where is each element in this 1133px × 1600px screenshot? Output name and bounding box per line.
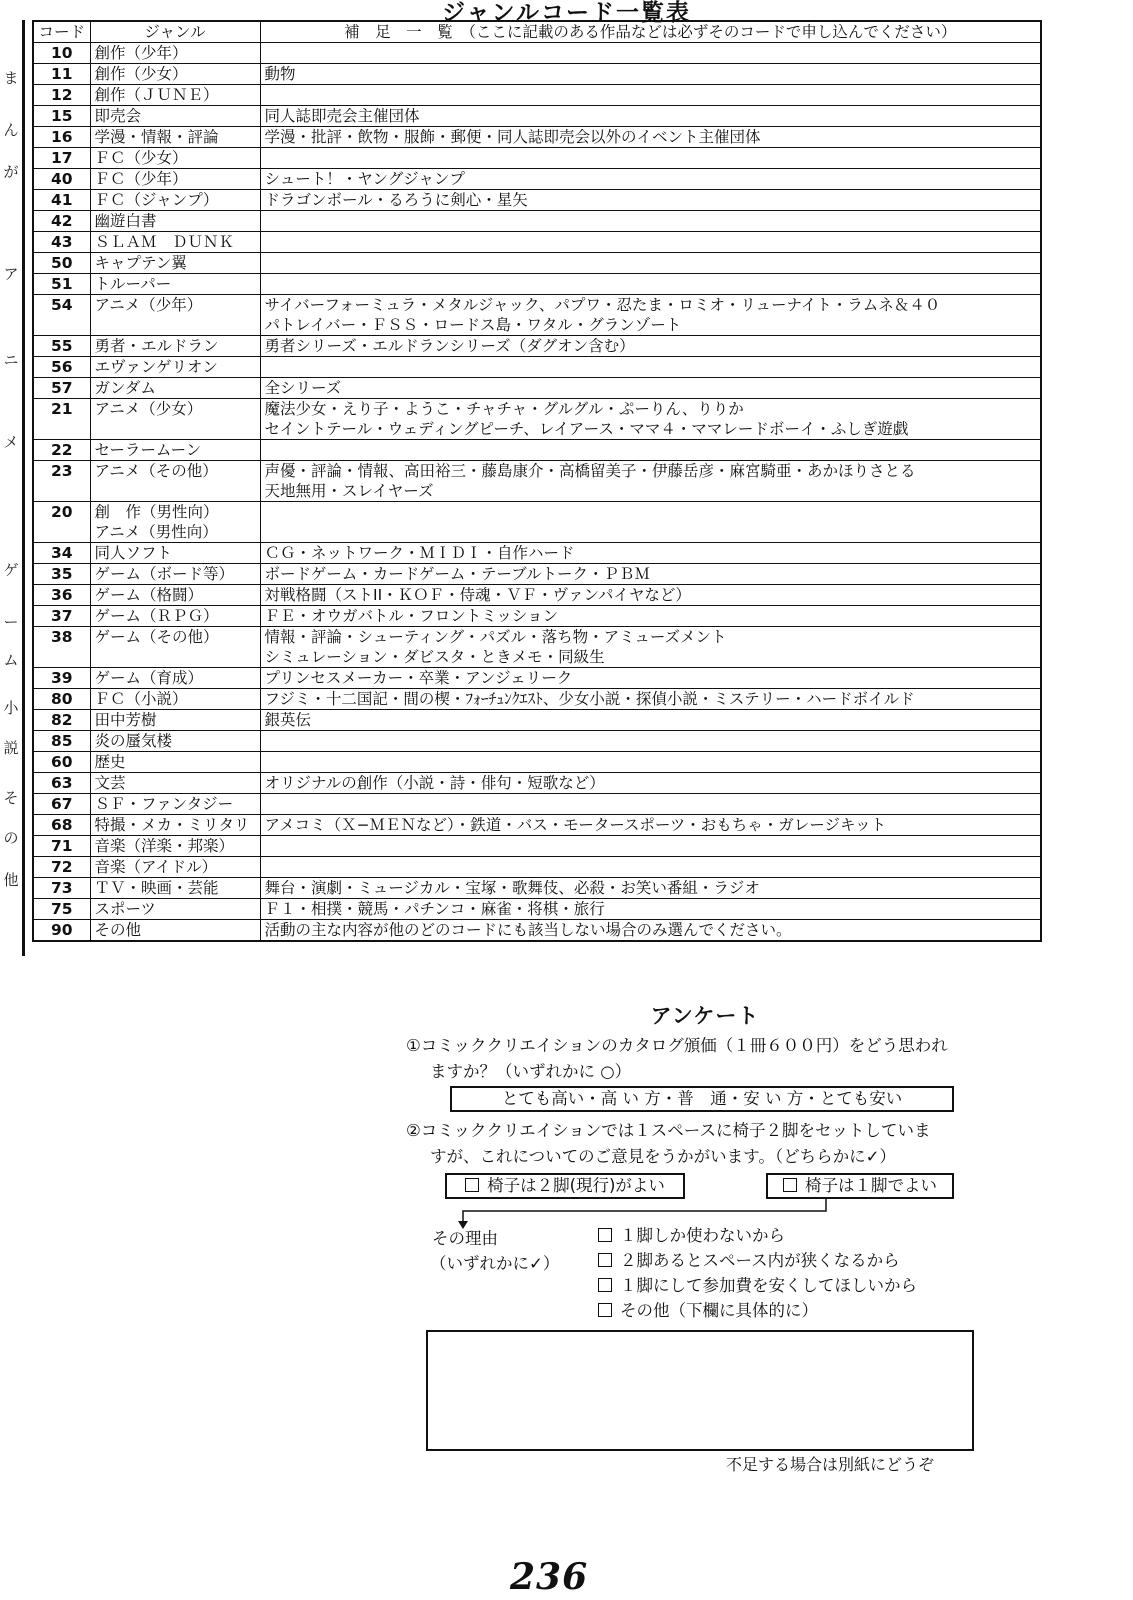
genre-name-line: ＦＣ（少年） <box>94 170 188 188</box>
table-row <box>33 440 1041 461</box>
genre-name <box>90 461 260 502</box>
genre-notes-line: ＣＧ・ネットワーク・ＭＩＤＩ・自作ハード <box>264 544 575 562</box>
genre-code: 56 <box>33 357 90 378</box>
table-row <box>33 543 1041 564</box>
genre-name-line <box>95 647 256 667</box>
table-row <box>33 211 1041 232</box>
category-label: ゲ <box>3 562 19 578</box>
genre-notes <box>260 148 1041 169</box>
table-row <box>33 190 1041 211</box>
table-row <box>33 752 1041 773</box>
genre-notes-line <box>265 274 1037 294</box>
table-row <box>33 295 1041 336</box>
genre-name <box>90 815 260 836</box>
table-row <box>33 627 1041 668</box>
table-row <box>33 336 1041 357</box>
genre-notes <box>260 253 1041 274</box>
genre-notes <box>260 502 1041 543</box>
genre-notes <box>260 169 1041 190</box>
genre-notes-line: 魔法少女・えり子・ようこ・チャチャ・グルグル・ぷーりん、りりか <box>264 400 744 418</box>
genre-name-line: ＦＣ（少女） <box>94 149 188 167</box>
table-row <box>33 502 1041 543</box>
option-one-chair[interactable] <box>766 1173 954 1199</box>
table-row <box>33 274 1041 295</box>
genre-name-line: ゲーム（ボード等） <box>94 565 235 583</box>
genre-name <box>90 585 260 606</box>
q2-text-line2: すが、これについてのご意見をうかがいます。（どちらかに✓） <box>430 1147 896 1166</box>
genre-notes-line <box>265 857 1037 877</box>
category-label: 他 <box>3 872 19 888</box>
genre-notes-line <box>265 211 1037 231</box>
genre-name <box>90 148 260 169</box>
reason-label-1: その理由 <box>432 1229 498 1248</box>
table-row <box>33 64 1041 85</box>
genre-code-table <box>32 20 1042 942</box>
genre-name <box>90 543 260 564</box>
genre-code: 85 <box>33 731 90 752</box>
genre-notes <box>260 399 1041 440</box>
genre-notes-line: 銀英伝 <box>264 711 312 729</box>
genre-name <box>90 274 260 295</box>
genre-name-line: 音楽（洋楽・邦楽） <box>94 837 235 855</box>
category-label: ん <box>3 122 19 138</box>
option-two-chairs[interactable] <box>445 1173 685 1199</box>
genre-notes-line <box>265 836 1037 856</box>
genre-notes <box>260 731 1041 752</box>
category-label: 小 <box>3 700 19 716</box>
genre-notes <box>260 232 1041 253</box>
table-row <box>33 857 1041 878</box>
genre-name <box>90 169 260 190</box>
genre-name-line: 勇者・エルドラン <box>94 337 219 355</box>
genre-code: 15 <box>33 106 90 127</box>
category-label: ニ <box>3 352 19 368</box>
genre-notes-line: シュート！・ヤングジャンプ <box>264 170 465 188</box>
table-row <box>33 878 1041 899</box>
genre-notes-line: セイントテール・ウェディングピーチ、レイアース・ママ４・ママレードボーイ・ふしぎ遊戯 <box>264 420 909 438</box>
genre-code: 55 <box>33 336 90 357</box>
genre-name-line: ゲーム（ＲＰＧ） <box>94 607 219 625</box>
table-row <box>33 461 1041 502</box>
genre-notes <box>260 689 1041 710</box>
table-row <box>33 689 1041 710</box>
genre-name <box>90 127 260 148</box>
table-row <box>33 232 1041 253</box>
genre-code: 41 <box>33 190 90 211</box>
genre-name-line: セーラームーン <box>94 441 202 459</box>
free-comment-box[interactable] <box>426 1330 974 1451</box>
genre-code: 50 <box>33 253 90 274</box>
genre-name <box>90 689 260 710</box>
genre-name-line: 即売会 <box>94 107 142 125</box>
overflow-note: 不足する場合は別紙にどうぞ <box>726 1455 935 1474</box>
genre-name-line: 創作（少女） <box>94 65 188 83</box>
genre-name <box>90 43 260 64</box>
genre-notes-line <box>265 731 1037 751</box>
genre-notes-line <box>265 253 1037 273</box>
genre-notes <box>260 357 1041 378</box>
genre-name-line: 炎の蜃気楼 <box>94 732 173 750</box>
genre-name-line <box>95 315 256 335</box>
genre-notes <box>260 211 1041 232</box>
genre-notes-line: 同人誌即売会主催団体 <box>264 107 420 125</box>
category-label: ー <box>3 614 19 630</box>
category-strip <box>0 20 25 956</box>
genre-name <box>90 190 260 211</box>
category-label: の <box>3 830 19 846</box>
genre-notes-line: 勇者シリーズ・エルドランシリーズ（ダグオン含む） <box>264 337 635 355</box>
table-row <box>33 836 1041 857</box>
reason-item[interactable]: １脚しか使わないから <box>598 1224 785 1248</box>
genre-code: 40 <box>33 169 90 190</box>
genre-notes-line: 舞台・演劇・ミュージカル・宝塚・歌舞伎、必殺・お笑い番組・ラジオ <box>264 879 760 897</box>
table-row <box>33 668 1041 689</box>
genre-name <box>90 731 260 752</box>
genre-name <box>90 85 260 106</box>
table-row <box>33 606 1041 627</box>
genre-notes <box>260 585 1041 606</box>
header-genre: ジャンル <box>90 21 260 43</box>
genre-name-line <box>95 419 256 439</box>
genre-name <box>90 857 260 878</box>
q1-text-line1: ①コミッククリエイションのカタログ頒価（１冊６００円）をどう思われ <box>406 1036 948 1055</box>
genre-notes <box>260 378 1041 399</box>
genre-name-line: 創作（ＪＵＮＥ） <box>94 86 219 104</box>
survey-title: アンケート <box>650 1004 760 1028</box>
genre-name <box>90 606 260 627</box>
table-row <box>33 148 1041 169</box>
genre-name-line: トルーパー <box>94 275 172 293</box>
genre-notes <box>260 190 1041 211</box>
genre-notes-line <box>265 43 1037 63</box>
table-row <box>33 815 1041 836</box>
genre-code: 34 <box>33 543 90 564</box>
genre-notes <box>260 543 1041 564</box>
genre-notes-line: ボードゲーム・カードゲーム・テーブルトーク・ＰＢＭ <box>264 565 650 583</box>
genre-code: 22 <box>33 440 90 461</box>
genre-code: 36 <box>33 585 90 606</box>
genre-code: 71 <box>33 836 90 857</box>
genre-name <box>90 64 260 85</box>
genre-code: 42 <box>33 211 90 232</box>
genre-notes <box>260 710 1041 731</box>
genre-name <box>90 253 260 274</box>
genre-code: 63 <box>33 773 90 794</box>
checkbox[interactable] <box>465 1178 479 1192</box>
genre-name-line: ＦＣ（小説） <box>94 690 188 708</box>
checkbox[interactable] <box>783 1178 797 1192</box>
genre-code: 90 <box>33 920 90 942</box>
genre-name-line: エヴァンゲリオン <box>94 358 218 376</box>
genre-name-line: 音楽（アイドル） <box>94 858 218 876</box>
genre-name <box>90 440 260 461</box>
genre-code: 21 <box>33 399 90 440</box>
q1-price-options[interactable]: とても高い・高 い 方・普 通・安 い 方・とても安い <box>450 1086 954 1112</box>
genre-name-line: 創作（少年） <box>94 44 188 62</box>
genre-code: 72 <box>33 857 90 878</box>
genre-name-line: キャプテン翼 <box>94 254 187 272</box>
genre-name-line: 歴史 <box>94 753 126 771</box>
genre-notes-line <box>265 794 1037 814</box>
table-header-row <box>33 21 1041 43</box>
genre-notes <box>260 127 1041 148</box>
genre-code: 54 <box>33 295 90 336</box>
genre-notes <box>260 606 1041 627</box>
genre-name <box>90 211 260 232</box>
genre-name-line: アニメ（その他） <box>94 462 218 480</box>
genre-notes-line: 全シリーズ <box>264 379 342 397</box>
genre-code: 43 <box>33 232 90 253</box>
genre-name-line: 特撮・メカ・ミリタリ <box>94 816 250 834</box>
genre-code: 37 <box>33 606 90 627</box>
genre-name-line <box>95 481 256 501</box>
genre-notes-line <box>265 148 1037 168</box>
genre-notes-line: フジミ・十二国記・間の楔・ﾌｫｰﾁｭﾝｸｴｽﾄ、少女小説・探偵小説・ミステリー・ハードボイルド <box>264 690 915 708</box>
genre-name <box>90 773 260 794</box>
genre-notes <box>260 274 1041 295</box>
table-row <box>33 106 1041 127</box>
genre-code: 20 <box>33 502 90 543</box>
genre-notes <box>260 815 1041 836</box>
genre-name <box>90 502 260 543</box>
genre-code: 73 <box>33 878 90 899</box>
table-row <box>33 920 1041 942</box>
genre-name-line: 創 作（男性向） <box>94 503 219 521</box>
page-number: 236 <box>510 1556 589 1598</box>
genre-notes-line: サイバーフォーミュラ・メタルジャック、パプワ・忍たま・ロミオ・リューナイト・ラムネ＆４０ <box>264 296 941 314</box>
genre-notes-line: 対戦格闘（ストII・ＫＯＦ・侍魂・ＶＦ・ヴァンパイヤなど） <box>264 586 691 604</box>
genre-code: 75 <box>33 899 90 920</box>
genre-name <box>90 378 260 399</box>
genre-notes <box>260 920 1041 942</box>
genre-notes-line: 学漫・批評・飲物・服飾・郵便・同人誌即売会以外のイベント主催団体 <box>264 128 761 146</box>
genre-notes <box>260 564 1041 585</box>
genre-name <box>90 836 260 857</box>
genre-notes-line: Ｆ１・相撲・競馬・パチンコ・麻雀・将棋・旅行 <box>264 900 605 918</box>
genre-code: 10 <box>33 43 90 64</box>
genre-notes-line <box>265 232 1037 252</box>
genre-code: 51 <box>33 274 90 295</box>
table-row <box>33 357 1041 378</box>
genre-name <box>90 336 260 357</box>
category-label: ム <box>3 652 19 668</box>
checkbox[interactable] <box>598 1278 612 1292</box>
category-label: そ <box>3 790 19 806</box>
genre-notes-line: オリジナルの創作（小説・詩・俳句・短歌など） <box>264 774 605 792</box>
genre-code: 39 <box>33 668 90 689</box>
genre-name <box>90 794 260 815</box>
genre-notes-line <box>265 752 1037 772</box>
genre-notes <box>260 878 1041 899</box>
genre-name-line: ゲーム（育成） <box>94 669 204 687</box>
genre-code: 38 <box>33 627 90 668</box>
genre-notes-line: 動物 <box>264 65 296 83</box>
genre-notes <box>260 461 1041 502</box>
genre-name-line: 学漫・情報・評論 <box>94 128 219 146</box>
genre-notes <box>260 668 1041 689</box>
genre-notes-line <box>265 357 1037 377</box>
header-notes: 補 足 一 覧 （ここに記載のある作品などは必ずそのコードで申し込んでください） <box>260 21 1041 43</box>
genre-name-line: ガンダム <box>94 379 156 397</box>
genre-name-line: その他 <box>94 921 142 939</box>
genre-name-line: ゲーム（その他） <box>94 628 219 646</box>
genre-notes-line: 声優・評論・情報、高田裕三・藤島康介・高橋留美子・伊藤岳彦・麻宮騎亜・あかほりさとる <box>264 462 916 480</box>
genre-notes-line: プリンセスメーカー・卒業・アンジェリーク <box>264 669 573 687</box>
genre-code: 82 <box>33 710 90 731</box>
genre-name <box>90 106 260 127</box>
genre-notes-line: パトレイバー・ＦＳＳ・ロードス島・ワタル・グランゾート <box>264 316 682 334</box>
genre-notes <box>260 627 1041 668</box>
genre-notes-line: 情報・評論・シューティング・パズル・落ち物・アミューズメント <box>264 628 727 646</box>
genre-code: 11 <box>33 64 90 85</box>
genre-name-line: 幽遊白書 <box>94 212 157 230</box>
table-row <box>33 378 1041 399</box>
table-row <box>33 399 1041 440</box>
genre-notes-line: ドラゴンボール・るろうに剣心・星矢 <box>264 191 528 209</box>
checkbox[interactable] <box>598 1303 612 1317</box>
genre-name <box>90 899 260 920</box>
genre-notes-line: アメコミ（Ｘ−ＭＥＮなど）・鉄道・バス・モータースポーツ・おもちゃ・ガレージキット <box>264 816 887 834</box>
genre-notes <box>260 43 1041 64</box>
genre-name <box>90 668 260 689</box>
genre-name-line: アニメ（少女） <box>94 400 203 418</box>
genre-notes <box>260 836 1041 857</box>
genre-notes-line <box>265 502 1037 522</box>
genre-code: 60 <box>33 752 90 773</box>
genre-notes <box>260 295 1041 336</box>
genre-name <box>90 399 260 440</box>
genre-name-line: アニメ（少年） <box>94 296 203 314</box>
genre-code: 23 <box>33 461 90 502</box>
q2-text-line1: ②コミッククリエイションでは１スペースに椅子２脚をセットしていま <box>406 1121 931 1140</box>
genre-code: 80 <box>33 689 90 710</box>
genre-notes <box>260 794 1041 815</box>
genre-notes-line <box>265 85 1037 105</box>
category-label: ア <box>3 266 19 282</box>
genre-code: 12 <box>33 85 90 106</box>
genre-code: 57 <box>33 378 90 399</box>
genre-notes <box>260 336 1041 357</box>
genre-notes <box>260 440 1041 461</box>
genre-code: 16 <box>33 127 90 148</box>
category-label: ま <box>3 70 19 86</box>
category-label: 説 <box>3 740 19 756</box>
genre-name-line: 同人ソフト <box>94 544 173 562</box>
genre-notes <box>260 857 1041 878</box>
genre-name-line: 田中芳樹 <box>94 711 157 729</box>
genre-name-line: スポーツ <box>94 900 156 918</box>
genre-notes-line: 活動の主な内容が他のどのコードにも該当しない場合のみ選んでください。 <box>264 921 792 939</box>
table-row <box>33 169 1041 190</box>
table-row <box>33 731 1041 752</box>
genre-code: 67 <box>33 794 90 815</box>
table-row <box>33 564 1041 585</box>
table-row <box>33 127 1041 148</box>
genre-name <box>90 752 260 773</box>
genre-name <box>90 878 260 899</box>
table-row <box>33 85 1041 106</box>
table-row <box>33 43 1041 64</box>
genre-notes-line: シミュレーション・ダビスタ・ときメモ・同級生 <box>264 648 605 666</box>
checkbox[interactable] <box>598 1228 612 1242</box>
genre-notes-line: 天地無用・スレイヤーズ <box>264 482 434 500</box>
genre-notes <box>260 899 1041 920</box>
reason-label-2: （いずれかに✓） <box>430 1254 560 1273</box>
genre-notes <box>260 752 1041 773</box>
checkbox[interactable] <box>598 1253 612 1267</box>
genre-code: 17 <box>33 148 90 169</box>
reason-item[interactable]: １脚にして参加費を安くしてほしいから <box>598 1274 917 1298</box>
genre-name <box>90 357 260 378</box>
genre-name-line: アニメ（男性向） <box>94 523 218 541</box>
genre-name <box>90 564 260 585</box>
genre-name <box>90 627 260 668</box>
genre-notes <box>260 106 1041 127</box>
table-row <box>33 899 1041 920</box>
genre-name-line: ＴＶ・映画・芸能 <box>94 879 219 897</box>
genre-name-line: ＦＣ（ジャンプ） <box>94 191 219 209</box>
genre-notes-line <box>265 522 1037 542</box>
category-label: が <box>3 164 19 180</box>
genre-name <box>90 710 260 731</box>
table-row <box>33 585 1041 606</box>
option-two-chairs-label: 椅子は２脚(現行)がよい <box>487 1176 665 1195</box>
table-row <box>33 773 1041 794</box>
genre-notes <box>260 773 1041 794</box>
option-one-chair-label: 椅子は１脚でよい <box>805 1176 937 1195</box>
q1-text-line2: ますか？（いずれかに ○） <box>430 1062 632 1081</box>
genre-name-line: 文芸 <box>94 774 126 792</box>
category-label: メ <box>3 434 19 450</box>
genre-code: 35 <box>33 564 90 585</box>
header-code: コード <box>33 21 90 43</box>
reason-item[interactable]: ２脚あるとスペース内が狭くなるから <box>598 1249 900 1273</box>
table-row <box>33 710 1041 731</box>
table-row <box>33 253 1041 274</box>
genre-name-line: ＳＦ・ファンタジー <box>94 795 234 813</box>
genre-name-line: ゲーム（格闘） <box>94 586 204 604</box>
genre-name-line: ＳＬＡＭ ＤＵＮＫ <box>94 233 235 251</box>
table-row <box>33 794 1041 815</box>
genre-notes <box>260 64 1041 85</box>
genre-code: 68 <box>33 815 90 836</box>
genre-name <box>90 232 260 253</box>
page-title: ジャンルコード一覧表 <box>442 0 691 26</box>
reason-item[interactable]: その他（下欄に具体的に） <box>598 1299 818 1323</box>
genre-name <box>90 295 260 336</box>
genre-name <box>90 920 260 942</box>
genre-notes-line: ＦＥ・オウガバトル・フロントミッション <box>264 607 559 625</box>
genre-notes <box>260 85 1041 106</box>
genre-notes-line <box>265 440 1037 460</box>
